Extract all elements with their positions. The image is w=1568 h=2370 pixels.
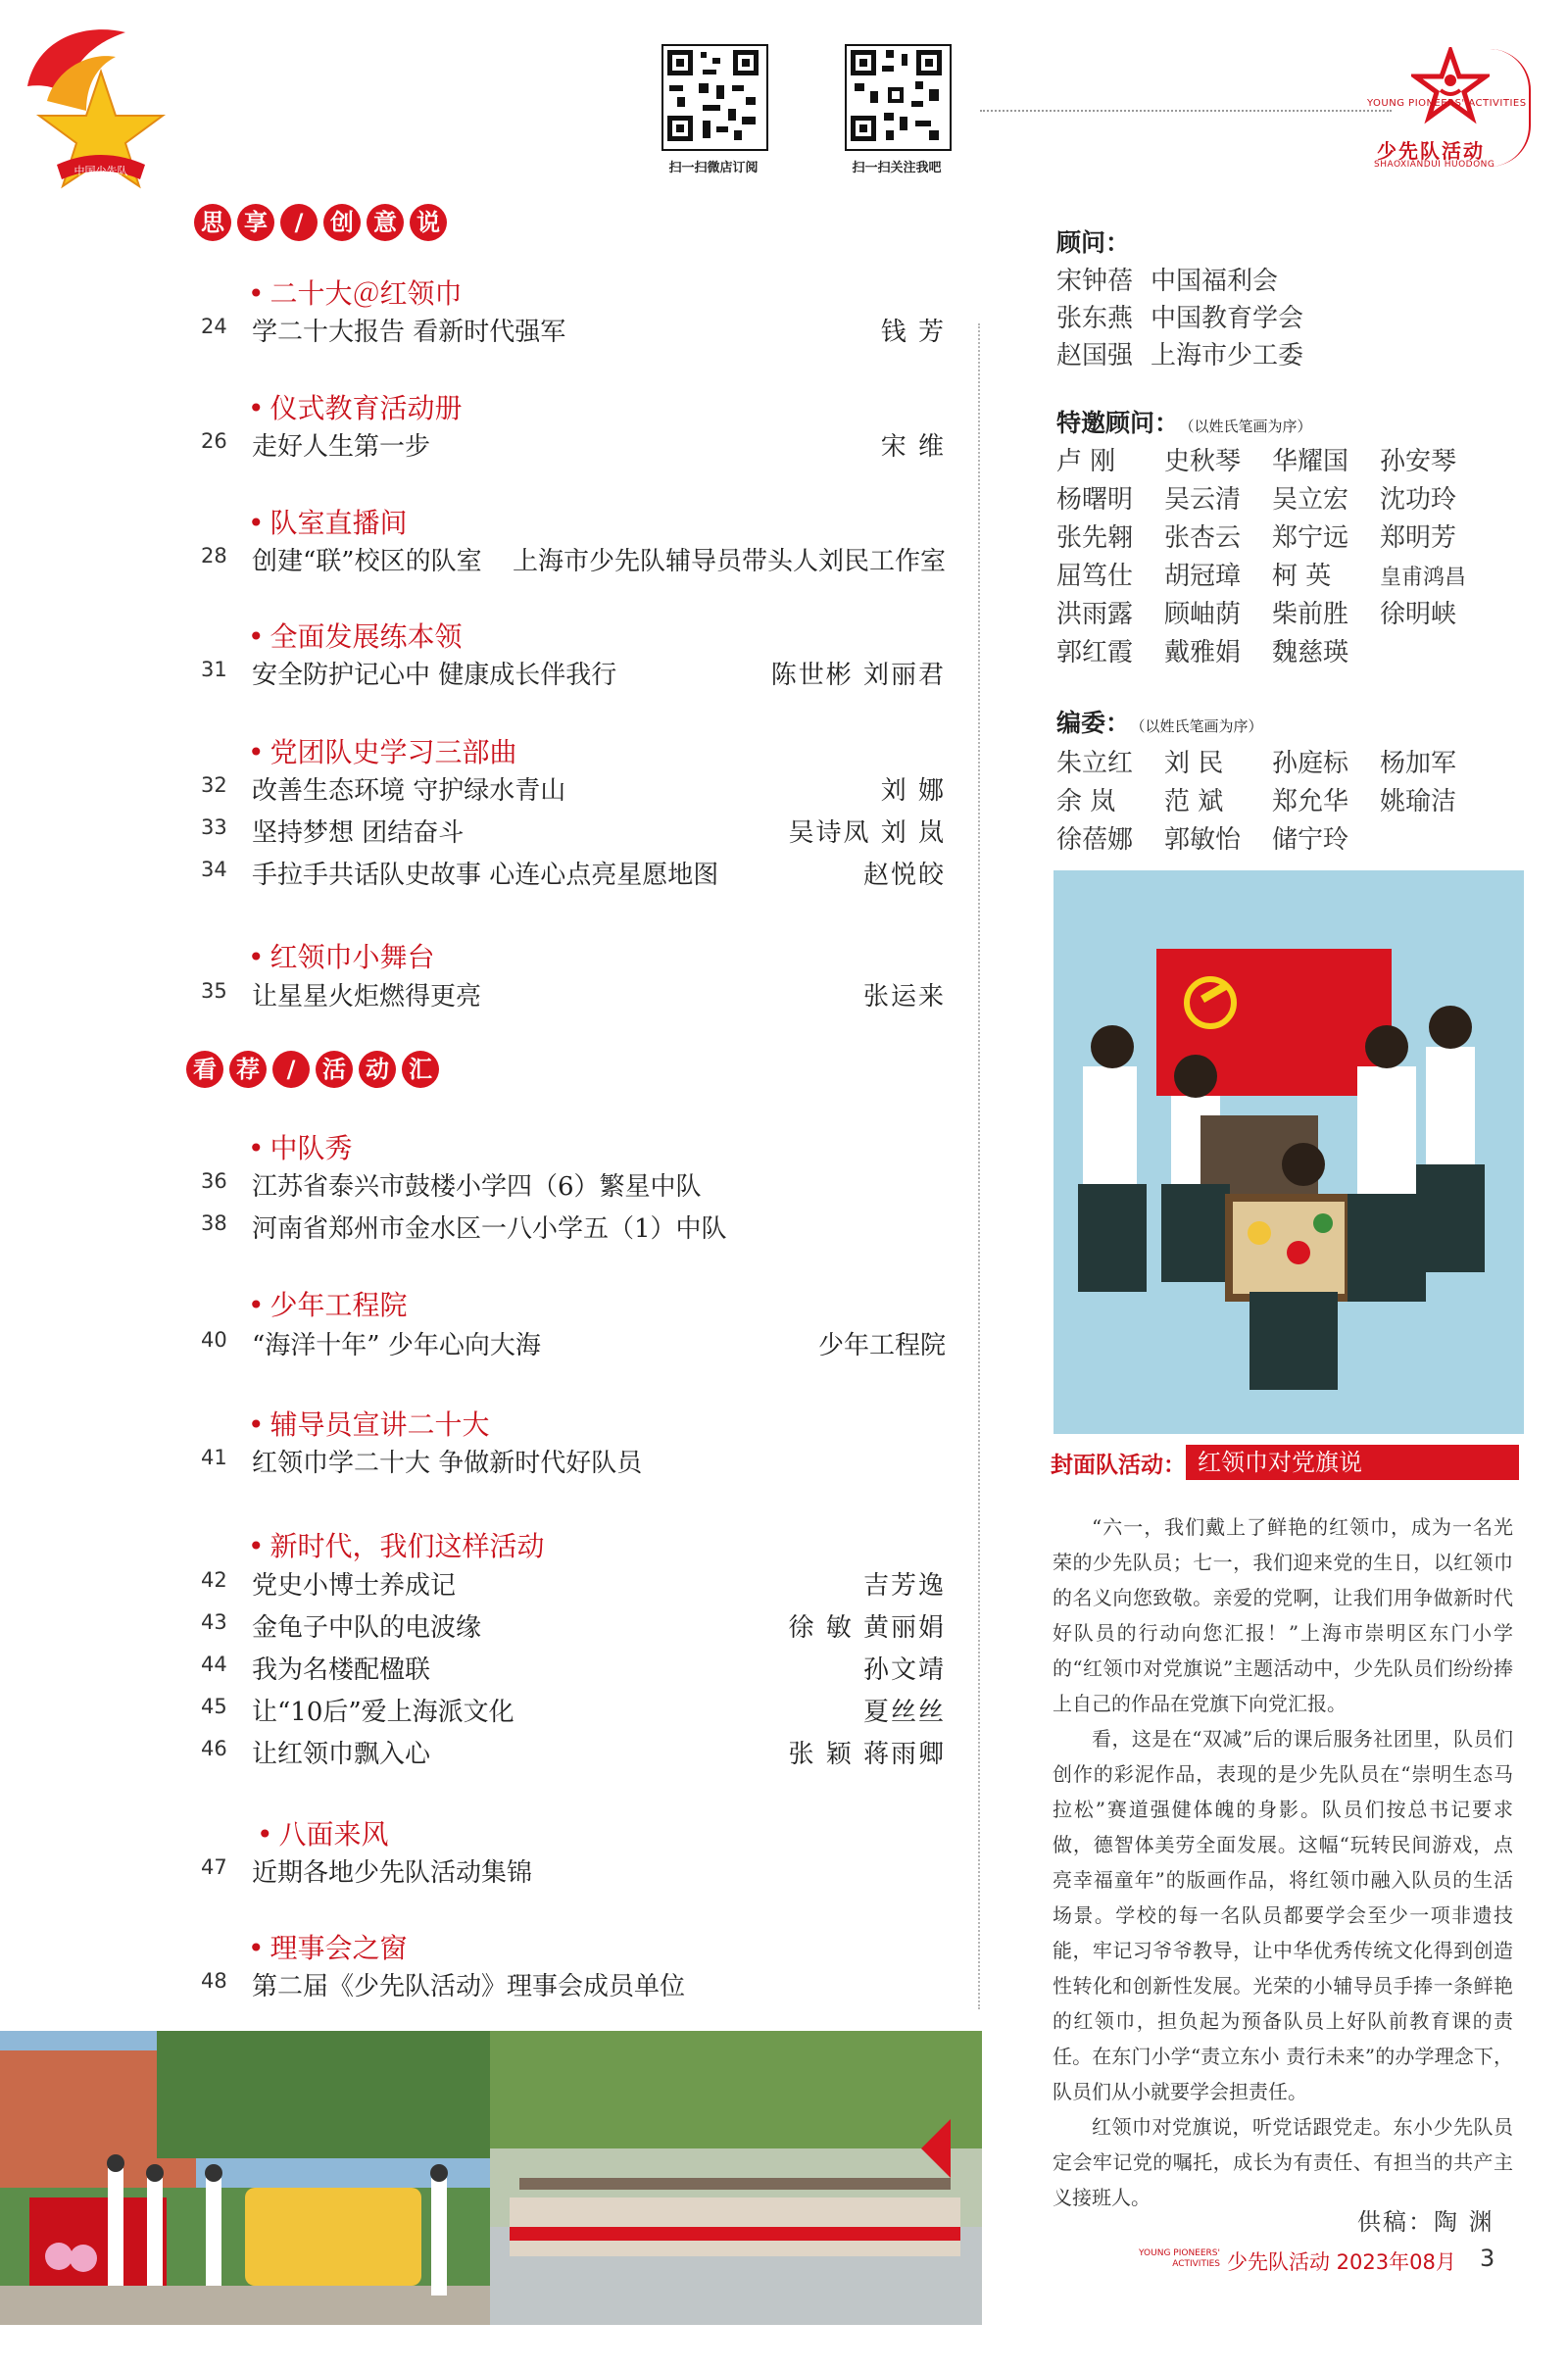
- special-advisors-row: [1056, 556, 1488, 592]
- category-heading[interactable]: • 队室直播间: [248, 502, 408, 541]
- entry-title: 改善生态环境 守护绿水青山: [252, 776, 566, 806]
- toc-entry[interactable]: [201, 770, 946, 804]
- entry-title: 河南省郑州市金水区一八小学五（1）中队: [252, 1214, 727, 1244]
- advisor-name: 顾岫荫: [1164, 600, 1242, 629]
- page-number: 41: [201, 1446, 227, 1469]
- banner-char: 汇: [402, 1051, 439, 1088]
- advisor-name: 屈笃仕: [1056, 562, 1134, 591]
- advisor-name: 魏慈瑛: [1272, 638, 1349, 667]
- special-advisors-label: [1056, 404, 1312, 439]
- page-number: 45: [201, 1695, 227, 1718]
- toc-entry[interactable]: [201, 655, 946, 688]
- special-advisors-row: [1056, 518, 1488, 554]
- editor-name: 郭敏怡: [1164, 825, 1242, 855]
- category-heading[interactable]: • 红领巾小舞台: [248, 936, 435, 975]
- category-heading[interactable]: • 八面来风: [257, 1813, 389, 1852]
- special-label-text: 特邀顾问：: [1056, 409, 1180, 437]
- toc-entry[interactable]: [201, 312, 946, 345]
- page-number: 46: [201, 1737, 227, 1760]
- magazine-name-cn: 少先队活动: [1377, 139, 1485, 163]
- advisor-name: 沈功玲: [1380, 485, 1457, 515]
- banner-char: /: [272, 1051, 310, 1088]
- category-heading[interactable]: • 中队秀: [248, 1127, 353, 1166]
- advisor-name: 吴立宏: [1272, 485, 1349, 515]
- cover-credit: 供稿：陶 渊: [1357, 2208, 1494, 2236]
- editor-name: 姚瑜洁: [1380, 787, 1457, 816]
- entry-author: 张运来: [862, 982, 946, 1012]
- page-number: 44: [201, 1653, 227, 1676]
- cover-activity-label: 封面队活动：: [1051, 1453, 1186, 1478]
- entry-title: 让星星火炬燃得更亮: [252, 982, 482, 1012]
- entry-title: 金龟子中队的电波缘: [252, 1613, 482, 1643]
- toc-entry[interactable]: [201, 976, 946, 1010]
- category-heading[interactable]: • 少年工程院: [248, 1284, 408, 1323]
- page-number-footer: 3: [1480, 2245, 1495, 2272]
- entry-author: 徐 敏 黄丽娟: [788, 1613, 946, 1643]
- column-divider: [978, 323, 980, 2009]
- entry-title: 江苏省泰兴市鼓楼小学四（6）繁星中队: [252, 1172, 702, 1202]
- toc-entry[interactable]: [201, 1166, 946, 1200]
- magazine-pinyin: SHAOXIANDUI HUODONG: [1374, 160, 1495, 170]
- editor-name: 孙庭标: [1272, 749, 1349, 778]
- page-number: 26: [201, 429, 227, 453]
- toc-entry[interactable]: [201, 426, 946, 460]
- advisor-name: 皇甫鸿昌: [1380, 566, 1467, 590]
- entry-author: 吴诗凤 刘 岚: [788, 818, 946, 848]
- toc-entry[interactable]: [201, 541, 946, 574]
- advisor-row: [1056, 298, 1321, 334]
- footer-magazine-en: YOUNG PIONEERS' ACTIVITIES: [1139, 2248, 1220, 2269]
- entry-author: 上海市少先队辅导员带头人刘民工作室: [512, 547, 946, 576]
- qr-code-shop[interactable]: [662, 44, 768, 151]
- advisor-org: 中国教育学会: [1151, 304, 1304, 333]
- activity-photo-right: [490, 2031, 982, 2325]
- advisor-name: 赵国强: [1056, 341, 1134, 370]
- advisor-name: 张先翱: [1056, 523, 1134, 553]
- page-number: 32: [201, 773, 227, 797]
- banner-char: 动: [359, 1051, 396, 1088]
- advisor-name: 宋钟蓓: [1056, 267, 1134, 296]
- entry-author: 钱 芳: [880, 318, 946, 347]
- banner-char: 意: [367, 204, 404, 241]
- entry-title: 走好人生第一步: [252, 432, 431, 462]
- advisors-label: 顾问：: [1056, 228, 1131, 257]
- advisor-name: 张东燕: [1056, 304, 1134, 333]
- category-heading[interactable]: • 辅导员宣讲二十大: [248, 1404, 490, 1443]
- advisor-name: 华耀国: [1272, 447, 1349, 476]
- advisor-name: 胡冠璋: [1164, 562, 1242, 591]
- header-rule: [980, 110, 1392, 112]
- advisor-name: 孙安琴: [1380, 447, 1457, 476]
- advisor-name: 柯 英: [1272, 562, 1332, 591]
- special-note: （以姓氏笔画为序）: [1187, 418, 1312, 435]
- advisor-name: 徐明峡: [1380, 600, 1457, 629]
- page-number: 36: [201, 1169, 227, 1193]
- advisor-org: 中国福利会: [1151, 267, 1279, 296]
- page-number: 24: [201, 315, 227, 338]
- category-heading[interactable]: • 全面发展练本领: [248, 616, 463, 655]
- entry-title: 手拉手共话队史故事 心连心点亮星愿地图: [252, 861, 719, 890]
- category-heading[interactable]: • 新时代，我们这样活动: [248, 1525, 545, 1564]
- pioneers-logo: [18, 18, 174, 194]
- cover-activity-title: 红领巾对党旗说: [1186, 1445, 1519, 1480]
- entry-title: 让“10后”爱上海派文化: [252, 1698, 514, 1727]
- banner-char: 看: [186, 1051, 223, 1088]
- toc-entry[interactable]: [201, 1852, 946, 1886]
- banner-char: 享: [237, 204, 274, 241]
- entry-title: “海洋十年” 少年心向大海: [252, 1331, 541, 1360]
- category-heading[interactable]: • 仪式教育活动册: [248, 387, 463, 426]
- entry-author: 夏丝丝: [862, 1698, 946, 1727]
- editors-row: [1056, 781, 1488, 817]
- editor-name: 朱立红: [1056, 749, 1134, 778]
- editors-row: [1056, 743, 1488, 779]
- toc-entry[interactable]: [201, 1565, 946, 1599]
- entry-title: 近期各地少先队活动集锦: [252, 1858, 533, 1888]
- cover-paragraph: “六一，我们戴上了鲜艳的红领巾，成为一名光荣的少先队员；七一，我们迎来党的生日，以红领巾的名义向您致敬。亲爱的党啊，让我们用争做新时代好队员的行动向您汇报！”上海市崇明区东门小学的“红领巾对党旗说”主题活动中，少先队员们纷纷捧上自己的作品在党旗下向党汇报。: [1053, 1515, 1513, 1715]
- page-number: 38: [201, 1211, 227, 1235]
- editor-name: 郑允华: [1272, 787, 1349, 816]
- entry-title: 让红领巾飘入心: [252, 1740, 431, 1769]
- entry-author: 孙文靖: [862, 1655, 946, 1685]
- editor-name: 余 岚: [1056, 787, 1116, 816]
- entry-title: 红领巾学二十大 争做新时代好队员: [252, 1449, 643, 1478]
- advisor-name: 洪雨露: [1056, 600, 1134, 629]
- page-number: 34: [201, 858, 227, 881]
- toc-entry[interactable]: [201, 1650, 946, 1683]
- magazine-name-en: YOUNG PIONEERS' ACTIVITIES: [1367, 98, 1527, 109]
- qr-caption-follow: 扫一扫关注我吧: [852, 161, 942, 175]
- editor-name: 范 斌: [1164, 787, 1224, 816]
- entry-title: 党史小博士养成记: [252, 1571, 457, 1601]
- entry-author: 少年工程院: [817, 1331, 946, 1360]
- star-logo-icon: [1411, 47, 1490, 125]
- qr-caption-shop: 扫一扫微店订阅: [668, 161, 759, 175]
- toc-entry[interactable]: [201, 1692, 946, 1725]
- advisor-name: 卢 刚: [1056, 447, 1116, 476]
- entry-author: 赵悦皎: [862, 861, 946, 890]
- page-number: 47: [201, 1855, 227, 1879]
- category-heading[interactable]: • 党团队史学习三部曲: [248, 731, 517, 770]
- entry-title: 创建“联”校区的队室: [252, 547, 482, 576]
- toc-entry[interactable]: [201, 855, 946, 888]
- category-heading[interactable]: • 二十大＠红领巾: [248, 272, 463, 312]
- advisor-name: 杨曙明: [1056, 485, 1134, 515]
- toc-entry[interactable]: [201, 1325, 946, 1358]
- banner-char: 荐: [229, 1051, 267, 1088]
- advisor-row: [1056, 261, 1296, 297]
- entry-author: 陈世彬 刘丽君: [770, 661, 946, 690]
- entry-author: 刘 娜: [880, 776, 946, 806]
- cover-photo: [1054, 870, 1524, 1434]
- toc-entry[interactable]: [201, 1443, 946, 1476]
- advisor-org: 上海市少工委: [1151, 341, 1304, 370]
- advisor-row: [1056, 335, 1321, 371]
- cover-paragraph: 红领巾对党旗说，听党话跟党走。东小少先队员定会牢记党的嘱托，成长为有责任、有担当的共产主义接班人。: [1053, 2115, 1513, 2209]
- advisor-name: 史秋琴: [1164, 447, 1242, 476]
- special-advisors-row: [1056, 479, 1488, 516]
- page-number: 33: [201, 815, 227, 839]
- page-number: 43: [201, 1610, 227, 1634]
- toc-entry[interactable]: [201, 1734, 946, 1767]
- advisor-name: 郑明芳: [1380, 523, 1457, 553]
- section-banner-kanjian: [186, 1051, 439, 1088]
- activity-photo-left: [0, 2031, 490, 2325]
- entry-author: 吉芳逸: [862, 1571, 946, 1601]
- entry-title: 坚持梦想 团结奋斗: [252, 818, 465, 848]
- page-number: 48: [201, 1969, 227, 1993]
- editors-row: [1056, 819, 1380, 856]
- editors-label-text: 编委：: [1056, 709, 1131, 737]
- advisor-name: 吴云清: [1164, 485, 1242, 515]
- banner-char: /: [280, 204, 318, 241]
- advisor-name: 郑宁远: [1272, 523, 1349, 553]
- advisor-name: 张杏云: [1164, 523, 1242, 553]
- footer-magazine-issue: 少先队活动 2023年08月: [1227, 2250, 1456, 2274]
- entry-title: 学二十大报告 看新时代强军: [252, 318, 566, 347]
- special-advisors-row: [1056, 441, 1488, 477]
- page-number: 35: [201, 979, 227, 1003]
- advisor-name: 柴前胜: [1272, 600, 1349, 629]
- special-advisors-row: [1056, 594, 1488, 630]
- entry-author: 宋 维: [880, 432, 946, 462]
- toc-entry[interactable]: [201, 1607, 946, 1641]
- editor-name: 储宁玲: [1272, 825, 1349, 855]
- banner-char: 思: [194, 204, 231, 241]
- editors-note: （以姓氏笔画为序）: [1138, 717, 1263, 735]
- cover-paragraph: 看，这是在“双减”后的课后服务社团里，队员们创作的彩泥作品，表现的是少先队员在“崇明生态马拉松”赛道强健体魄的身影。队员们按总书记要求做，德智体美劳全面发展。这幅“玩转民间游戏，点亮幸福童年”的版画作品，将红领巾融入队员的生活场景。学校的每一名队员都要学会至少一项非遗技能，牢记习爷爷教导，让中华优秀传统文化得到创造性转化和创新性发展。光荣的小辅导员手捧一条鲜艳的红领巾，担负起为预备队员上好队前教育课的责任。在东门小学“责立东小 责行未来”的办学理念下，队员们从小就要学会担责任。: [1053, 1727, 1513, 2103]
- page-number: 40: [201, 1328, 227, 1352]
- entry-title: 第二届《少先队活动》理事会成员单位: [252, 1972, 686, 2001]
- entry-title: 我为名楼配楹联: [252, 1655, 431, 1685]
- page-number: 28: [201, 544, 227, 568]
- toc-entry[interactable]: [201, 1209, 946, 1242]
- page-number: 31: [201, 658, 227, 681]
- category-heading[interactable]: • 理事会之窗: [248, 1927, 408, 1966]
- logo-text: 中国少先队: [74, 165, 128, 177]
- page-number: 42: [201, 1568, 227, 1592]
- entry-title: 安全防护记心中 健康成长伴我行: [252, 661, 617, 690]
- toc-entry[interactable]: [201, 1966, 946, 2000]
- editor-name: 徐蓓娜: [1056, 825, 1134, 855]
- section-banner-sixiang: [194, 204, 447, 241]
- editor-name: 刘 民: [1164, 749, 1224, 778]
- banner-char: 活: [316, 1051, 353, 1088]
- editor-name: 杨加军: [1380, 749, 1457, 778]
- qr-code-follow[interactable]: [845, 44, 952, 151]
- advisor-name: 郭红霞: [1056, 638, 1134, 667]
- banner-char: 说: [410, 204, 447, 241]
- banner-char: 创: [323, 204, 361, 241]
- special-advisors-row: [1056, 632, 1380, 668]
- editors-label: [1056, 704, 1263, 739]
- advisor-name: 戴雅娟: [1164, 638, 1242, 667]
- entry-author: 张 颖 蒋雨卿: [788, 1740, 946, 1769]
- toc-entry[interactable]: [201, 813, 946, 846]
